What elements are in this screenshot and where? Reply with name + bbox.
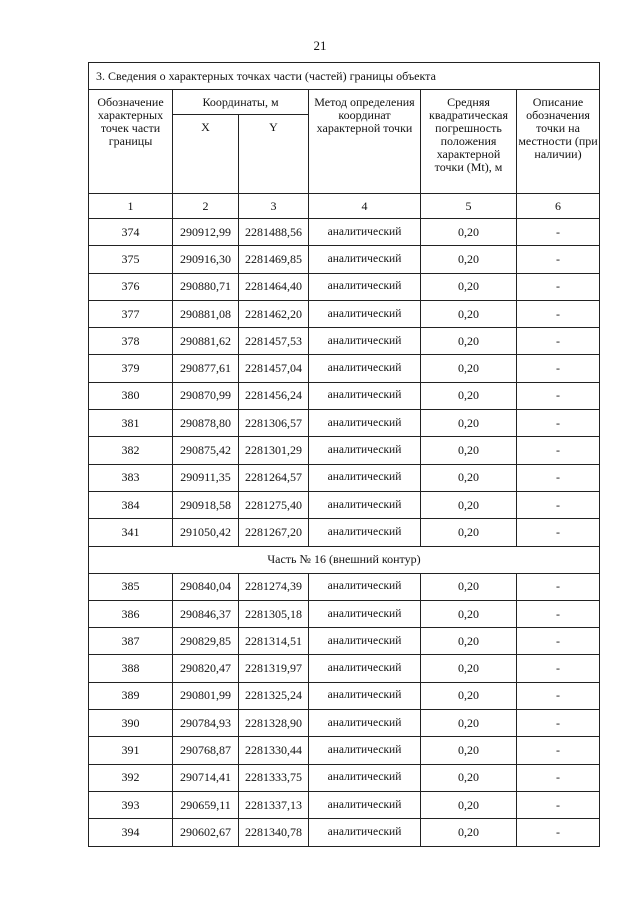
x-coordinate-cell: 290881,08 (173, 300, 239, 327)
method-cell: аналитический (309, 682, 421, 709)
error-cell: 0,20 (421, 655, 517, 682)
table-row (89, 737, 600, 764)
description-cell: - (517, 655, 600, 682)
x-coordinate-cell: 290714,41 (173, 764, 239, 791)
y-coordinate-cell: 2281301,29 (239, 437, 309, 464)
x-coordinate-cell: 290916,30 (173, 246, 239, 273)
y-coordinate-cell: 2281328,90 (239, 710, 309, 737)
y-coordinate-cell: 2281456,24 (239, 382, 309, 409)
description-cell: - (517, 682, 600, 709)
description-cell: - (517, 737, 600, 764)
point-number-cell: 377 (89, 300, 173, 327)
x-coordinate-cell: 290768,87 (173, 737, 239, 764)
error-cell: 0,20 (421, 328, 517, 355)
header-method: Метод определения координат характерной точки (309, 90, 421, 194)
method-cell: аналитический (309, 628, 421, 655)
description-cell: - (517, 246, 600, 273)
method-cell: аналитический (309, 791, 421, 818)
y-coordinate-cell: 2281462,20 (239, 300, 309, 327)
method-cell: аналитический (309, 355, 421, 382)
point-number-cell: 392 (89, 764, 173, 791)
table-row (89, 764, 600, 791)
table-row (89, 437, 600, 464)
y-coordinate-cell: 2281333,75 (239, 764, 309, 791)
error-cell: 0,20 (421, 219, 517, 246)
column-number-row (89, 194, 600, 219)
table-row (89, 246, 600, 273)
description-cell: - (517, 573, 600, 600)
header-error: Средняя квадратическая погрешность положения характерной точки (Mt), м (421, 90, 517, 194)
table-row (89, 382, 600, 409)
error-cell: 0,20 (421, 519, 517, 546)
x-coordinate-cell: 291050,42 (173, 519, 239, 546)
x-coordinate-cell: 290829,85 (173, 628, 239, 655)
y-coordinate-cell: 2281274,39 (239, 573, 309, 600)
header-x: X (173, 115, 239, 194)
table-row (89, 355, 600, 382)
method-cell: аналитический (309, 819, 421, 846)
y-coordinate-cell: 2281319,97 (239, 655, 309, 682)
method-cell: аналитический (309, 300, 421, 327)
table-row (89, 819, 600, 846)
header-description: Описание обозначения точки на местности (при наличии) (517, 90, 600, 194)
x-coordinate-cell: 290801,99 (173, 682, 239, 709)
x-coordinate-cell: 290881,62 (173, 328, 239, 355)
table-row (89, 519, 600, 546)
error-cell: 0,20 (421, 410, 517, 437)
description-cell: - (517, 382, 600, 409)
x-coordinate-cell: 290877,61 (173, 355, 239, 382)
page-number: 21 (313, 38, 327, 53)
point-number-cell: 378 (89, 328, 173, 355)
error-cell: 0,20 (421, 300, 517, 327)
method-cell: аналитический (309, 273, 421, 300)
x-coordinate-cell: 290911,35 (173, 464, 239, 491)
error-cell: 0,20 (421, 464, 517, 491)
section-label: Часть № 16 (внешний контур) (89, 546, 600, 573)
y-coordinate-cell: 2281330,44 (239, 737, 309, 764)
point-number-cell: 375 (89, 246, 173, 273)
point-number-cell: 385 (89, 573, 173, 600)
method-cell: аналитический (309, 410, 421, 437)
point-number-cell: 341 (89, 519, 173, 546)
error-cell: 0,20 (421, 819, 517, 846)
section-row (89, 546, 600, 573)
table-row (89, 655, 600, 682)
error-cell: 0,20 (421, 246, 517, 273)
method-cell: аналитический (309, 491, 421, 518)
error-cell: 0,20 (421, 437, 517, 464)
y-coordinate-cell: 2281457,53 (239, 328, 309, 355)
x-coordinate-cell: 290820,47 (173, 655, 239, 682)
point-number-cell: 393 (89, 791, 173, 818)
x-coordinate-cell: 290912,99 (173, 219, 239, 246)
point-number-cell: 383 (89, 464, 173, 491)
point-number-cell: 386 (89, 600, 173, 627)
method-cell: аналитический (309, 737, 421, 764)
point-number-cell: 389 (89, 682, 173, 709)
error-cell: 0,20 (421, 764, 517, 791)
description-cell: - (517, 600, 600, 627)
table-row (89, 328, 600, 355)
y-coordinate-cell: 2281325,24 (239, 682, 309, 709)
error-cell: 0,20 (421, 791, 517, 818)
point-number-cell: 394 (89, 819, 173, 846)
table-row (89, 219, 600, 246)
point-number-cell: 391 (89, 737, 173, 764)
error-cell: 0,20 (421, 273, 517, 300)
method-cell: аналитический (309, 437, 421, 464)
point-number-cell: 380 (89, 382, 173, 409)
y-coordinate-cell: 2281264,57 (239, 464, 309, 491)
header-coordinates: Координаты, м (173, 90, 309, 115)
description-cell: - (517, 710, 600, 737)
method-cell: аналитический (309, 328, 421, 355)
description-cell: - (517, 410, 600, 437)
y-coordinate-cell: 2281314,51 (239, 628, 309, 655)
y-coordinate-cell: 2281306,57 (239, 410, 309, 437)
table-row (89, 573, 600, 600)
error-cell: 0,20 (421, 573, 517, 600)
x-coordinate-cell: 290878,80 (173, 410, 239, 437)
x-coordinate-cell: 290880,71 (173, 273, 239, 300)
column-number: 6 (517, 194, 600, 219)
point-number-cell: 388 (89, 655, 173, 682)
x-coordinate-cell: 290840,04 (173, 573, 239, 600)
description-cell: - (517, 764, 600, 791)
description-cell: - (517, 491, 600, 518)
column-number: 5 (421, 194, 517, 219)
point-number-cell: 384 (89, 491, 173, 518)
description-cell: - (517, 300, 600, 327)
method-cell: аналитический (309, 764, 421, 791)
error-cell: 0,20 (421, 600, 517, 627)
x-coordinate-cell: 290870,99 (173, 382, 239, 409)
description-cell: - (517, 819, 600, 846)
description-cell: - (517, 219, 600, 246)
y-coordinate-cell: 2281340,78 (239, 819, 309, 846)
table-row (89, 682, 600, 709)
method-cell: аналитический (309, 219, 421, 246)
header-point-designation: Обозначение характерных точек части границы (89, 90, 173, 194)
method-cell: аналитический (309, 600, 421, 627)
y-coordinate-cell: 2281488,56 (239, 219, 309, 246)
boundary-points-table (88, 62, 600, 847)
point-number-cell: 379 (89, 355, 173, 382)
method-cell: аналитический (309, 382, 421, 409)
description-cell: - (517, 273, 600, 300)
y-coordinate-cell: 2281337,13 (239, 791, 309, 818)
column-number: 3 (239, 194, 309, 219)
description-cell: - (517, 328, 600, 355)
error-cell: 0,20 (421, 382, 517, 409)
error-cell: 0,20 (421, 628, 517, 655)
point-number-cell: 382 (89, 437, 173, 464)
description-cell: - (517, 355, 600, 382)
y-coordinate-cell: 2281267,20 (239, 519, 309, 546)
x-coordinate-cell: 290918,58 (173, 491, 239, 518)
description-cell: - (517, 437, 600, 464)
column-number: 1 (89, 194, 173, 219)
description-cell: - (517, 464, 600, 491)
x-coordinate-cell: 290784,93 (173, 710, 239, 737)
header-y: Y (239, 115, 309, 194)
x-coordinate-cell: 290846,37 (173, 600, 239, 627)
error-cell: 0,20 (421, 737, 517, 764)
error-cell: 0,20 (421, 355, 517, 382)
method-cell: аналитический (309, 573, 421, 600)
error-cell: 0,20 (421, 491, 517, 518)
table-title: 3. Сведения о характерных точках части (частей) границы объекта (89, 63, 600, 90)
table-row (89, 300, 600, 327)
table-row (89, 410, 600, 437)
y-coordinate-cell: 2281457,04 (239, 355, 309, 382)
method-cell: аналитический (309, 519, 421, 546)
table-row (89, 491, 600, 518)
table-row (89, 600, 600, 627)
description-cell: - (517, 519, 600, 546)
column-number: 4 (309, 194, 421, 219)
error-cell: 0,20 (421, 710, 517, 737)
description-cell: - (517, 628, 600, 655)
column-number: 2 (173, 194, 239, 219)
point-number-cell: 376 (89, 273, 173, 300)
point-number-cell: 381 (89, 410, 173, 437)
table-row (89, 628, 600, 655)
y-coordinate-cell: 2281305,18 (239, 600, 309, 627)
error-cell: 0,20 (421, 682, 517, 709)
x-coordinate-cell: 290659,11 (173, 791, 239, 818)
method-cell: аналитический (309, 246, 421, 273)
table-row (89, 791, 600, 818)
point-number-cell: 387 (89, 628, 173, 655)
x-coordinate-cell: 290602,67 (173, 819, 239, 846)
table-row (89, 273, 600, 300)
description-cell: - (517, 791, 600, 818)
table-row (89, 464, 600, 491)
method-cell: аналитический (309, 710, 421, 737)
point-number-cell: 374 (89, 219, 173, 246)
method-cell: аналитический (309, 464, 421, 491)
y-coordinate-cell: 2281275,40 (239, 491, 309, 518)
x-coordinate-cell: 290875,42 (173, 437, 239, 464)
y-coordinate-cell: 2281469,85 (239, 246, 309, 273)
method-cell: аналитический (309, 655, 421, 682)
y-coordinate-cell: 2281464,40 (239, 273, 309, 300)
table-row (89, 710, 600, 737)
point-number-cell: 390 (89, 710, 173, 737)
